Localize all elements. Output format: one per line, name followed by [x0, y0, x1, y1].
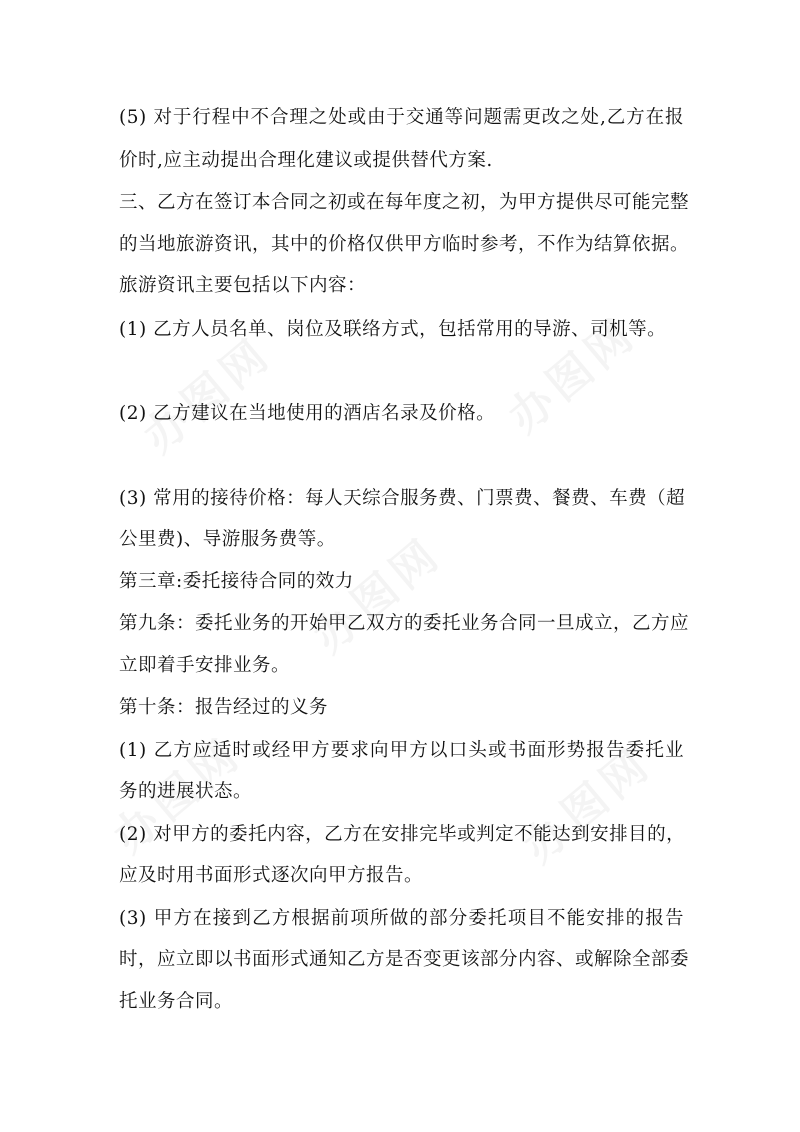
paragraph-line: (5) 对于行程中不合理之处或由于交通等问题需更改之处,乙方在报 [119, 107, 684, 128]
paragraph-line: 的当地旅游资讯，其中的价格仅供甲方临时参考，不作为结算依据。 [119, 234, 690, 255]
paragraph-line: 应及时用书面形式逐次向甲方报告。 [119, 865, 424, 886]
paragraph-line: 公里费)、导游服务费等。 [119, 529, 336, 550]
paragraph-line: 立即着手安排业务。 [119, 655, 291, 676]
paragraph-line: 三、乙方在签订本合同之初或在每年度之初，为甲方提供尽可能完整 [119, 192, 690, 213]
paragraph-line: 托业务合同。 [119, 991, 234, 1012]
section-heading: 第三章:委托接待合同的效力 [119, 571, 354, 592]
paragraph-line: (1) 乙方应适时或经甲方要求向甲方以口头或书面形势报告委托业 [119, 740, 684, 761]
paragraph-line: 时，应立即以书面形式通知乙方是否变更该部分内容、或解除全部委 [119, 949, 690, 970]
article-heading: 第九条：委托业务的开始甲乙双方的委托业务合同一旦成立，乙方应 [119, 613, 690, 634]
paragraph-line: 价时,应主动提出合理化建议或提供替代方案. [119, 150, 493, 171]
paragraph-line: (3) 常用的接待价格：每人天综合服务费、门票费、餐费、车费（超 [119, 488, 686, 509]
paragraph-line: (2) 乙方建议在当地使用的酒店名录及价格。 [119, 403, 496, 424]
paragraph-line: 务的进展状态。 [119, 781, 253, 802]
paragraph-line: (3) 甲方在接到乙方根据前项所做的部分委托项目不能安排的报告 [119, 908, 684, 929]
paragraph-line: (1) 乙方人员名单、岗位及联络方式，包括常用的导游、司机等。 [119, 319, 667, 340]
article-heading: 第十条：报告经过的义务 [119, 697, 329, 718]
paragraph-line: (2) 对甲方的委托内容，乙方在安排完毕或判定不能达到安排目的， [119, 824, 686, 845]
paragraph-line: 旅游资讯主要包括以下内容： [119, 275, 367, 296]
